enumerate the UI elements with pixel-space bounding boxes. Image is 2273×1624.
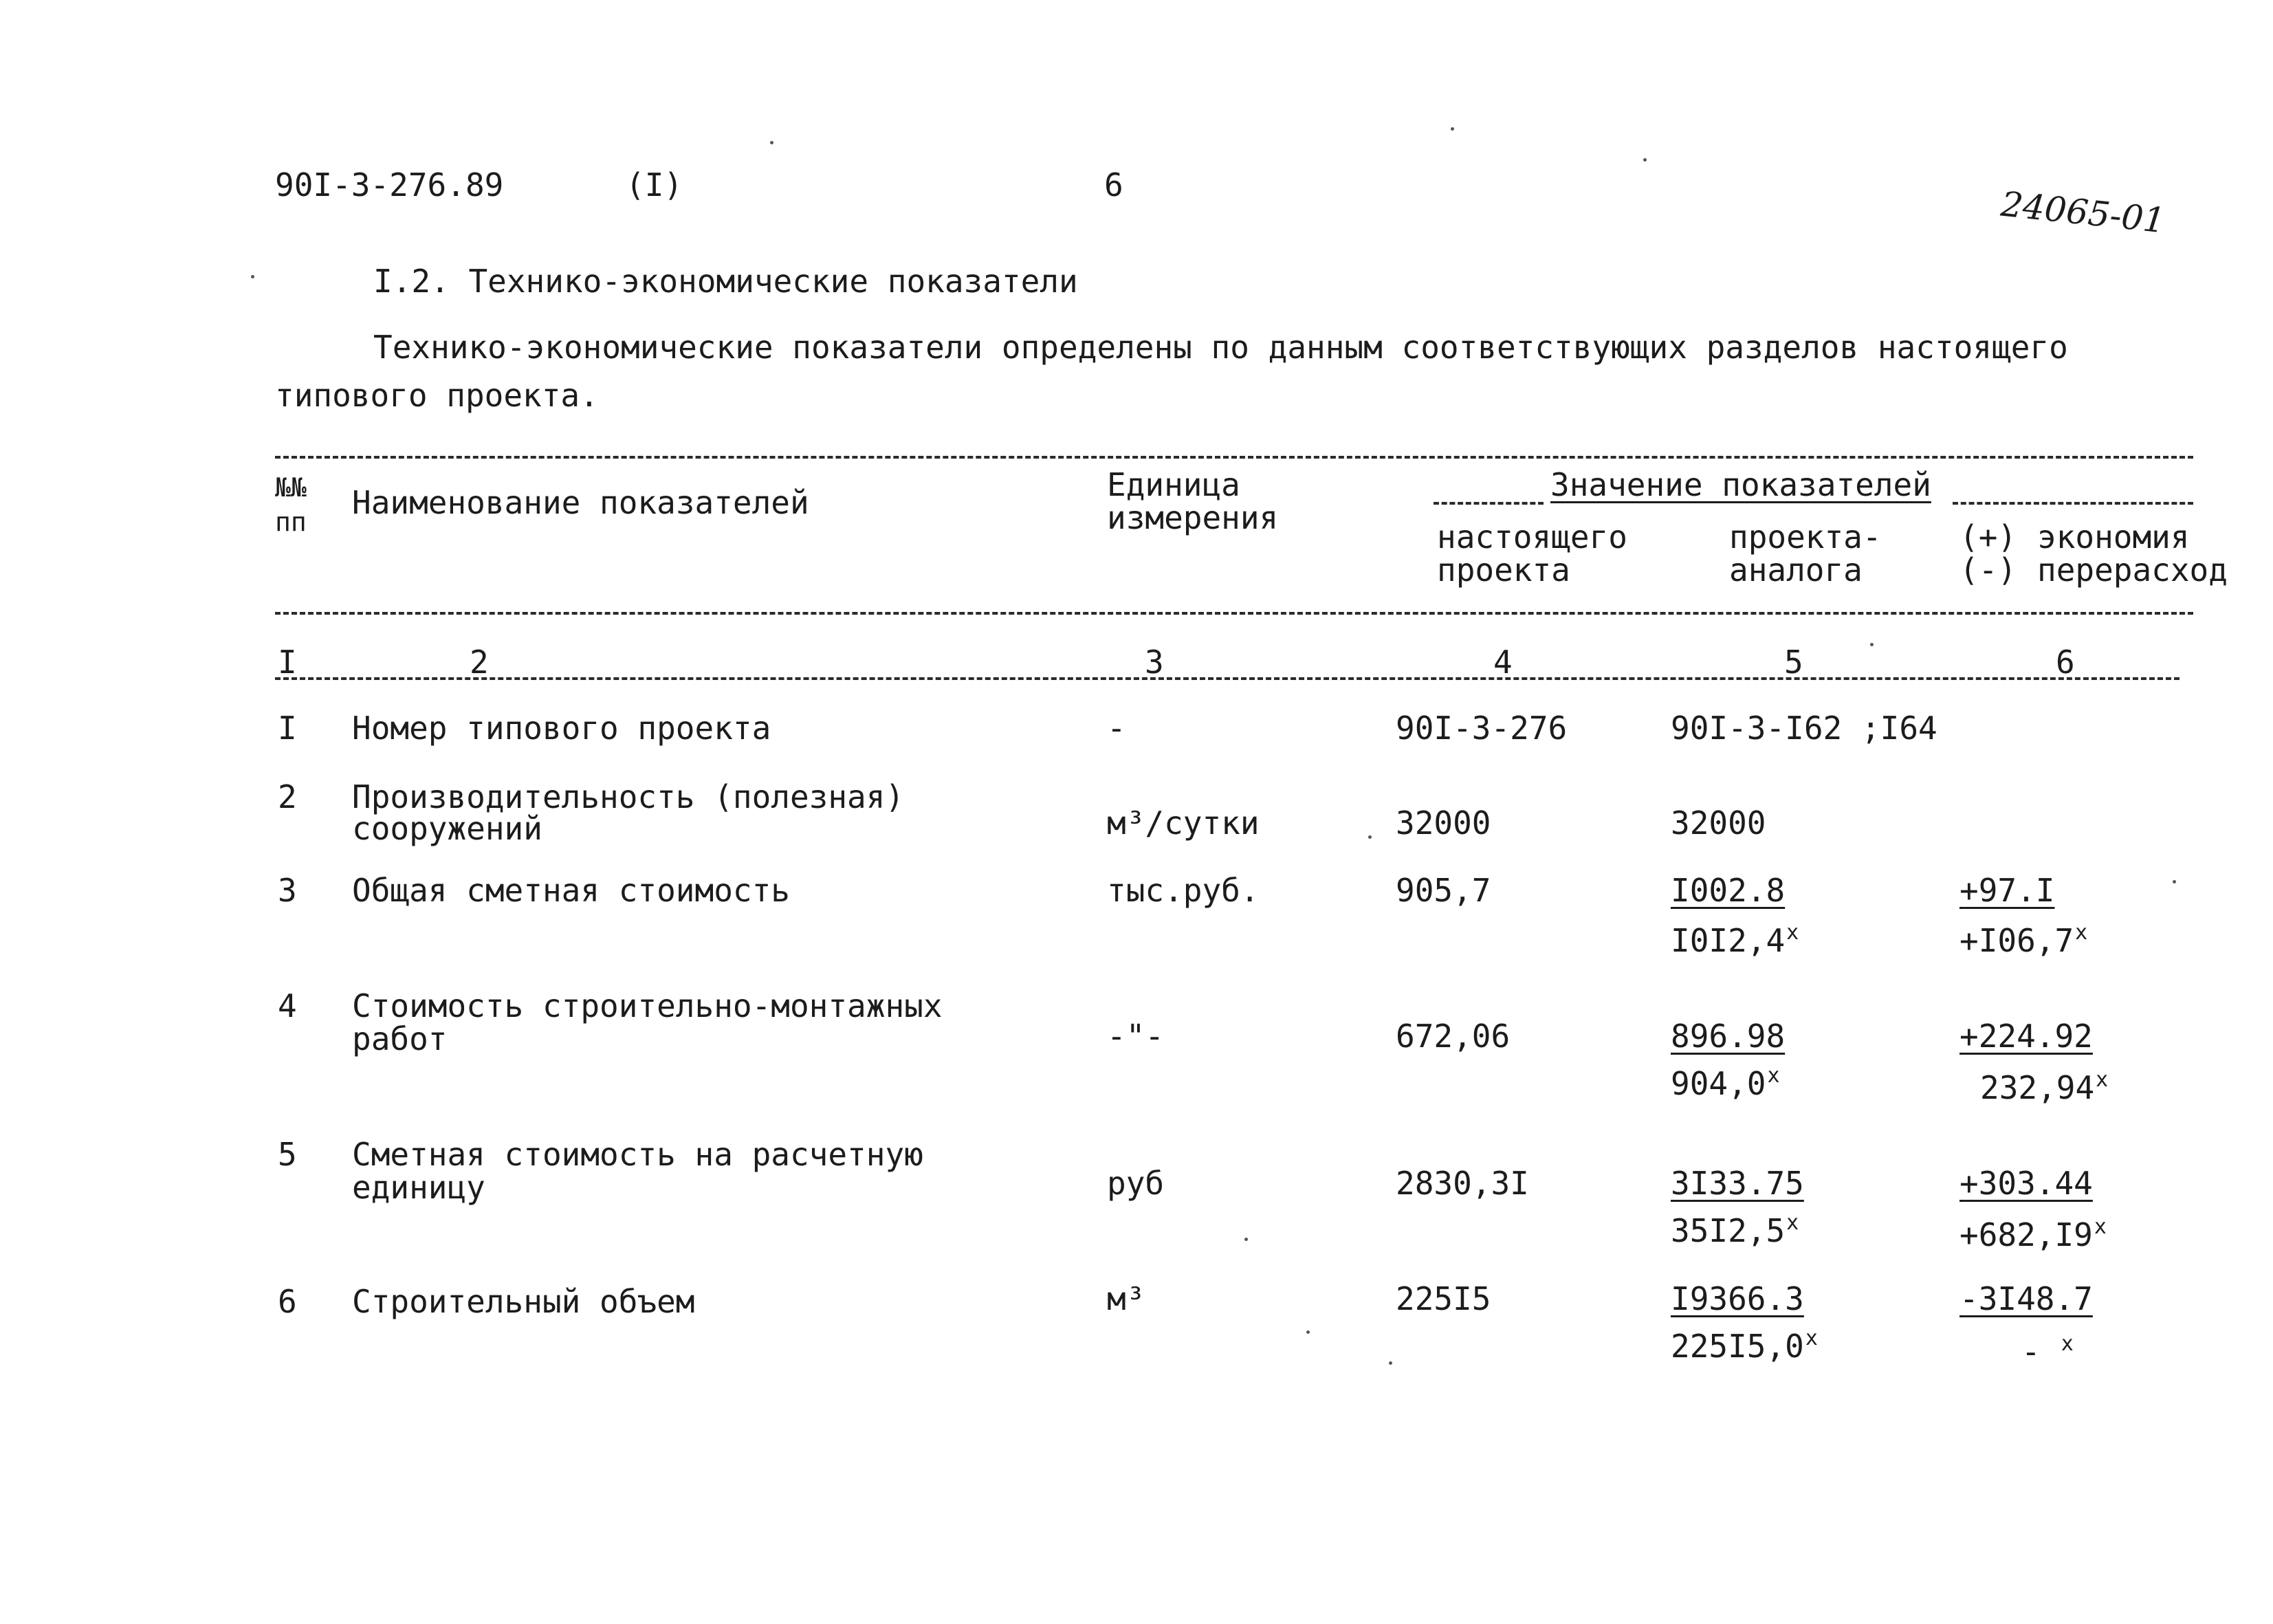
row-diff-note: - $^x$ — [2021, 1332, 2074, 1370]
row-analog-note: I0I2,4$^x$ — [1671, 921, 1799, 959]
row-unit: - — [1107, 710, 1126, 747]
row-name: Строительный объем — [352, 1283, 695, 1320]
header-diff-line1: экономия — [2037, 518, 2190, 556]
row-number: 5 — [278, 1136, 297, 1173]
row-analog-note: 225I5,0$^x$ — [1671, 1326, 1818, 1365]
handwritten-code: 24065-01 — [1999, 184, 2167, 241]
header-current-line1: настоящего — [1437, 518, 1627, 556]
row-analog: 90I-3-I62 ;I64 — [1671, 710, 1937, 747]
header-unit-line2: измерения — [1107, 499, 1279, 536]
row-current: 90I-3-276 — [1396, 710, 1568, 747]
header-num-line1: №№ — [275, 472, 307, 503]
row-unit: -"- — [1107, 1018, 1165, 1055]
document-part: (I) — [626, 166, 683, 204]
page-number: 6 — [1104, 166, 1123, 204]
column-number: I — [278, 644, 297, 681]
row-analog: 32000 — [1671, 804, 1766, 842]
column-number: 5 — [1784, 644, 1803, 681]
column-number: 4 — [1493, 644, 1513, 681]
header-diff-sign1: (+) — [1959, 518, 2017, 556]
header-diff-sign2: (-) — [1959, 551, 2017, 589]
row-unit: тыс.руб. — [1107, 872, 1260, 909]
row-diff: -3I48.7 — [1959, 1280, 2093, 1317]
row-current: 905,7 — [1396, 872, 1491, 909]
column-number: 6 — [2056, 644, 2075, 681]
intro-line-1: Технико-экономические показатели определены по данным соответствующих разделов настоящего — [373, 329, 2068, 366]
row-name-continued: единицу — [352, 1169, 485, 1206]
row-number: 2 — [278, 778, 297, 815]
row-number: 4 — [278, 987, 297, 1024]
table-top-rule — [275, 456, 2193, 459]
row-diff: +97.I — [1959, 872, 2055, 909]
row-number: 6 — [278, 1283, 297, 1320]
header-num-line2: пп — [275, 507, 307, 537]
row-analog: I9366.3 — [1671, 1280, 1804, 1317]
row-name: Сметная стоимость на расчетную — [352, 1136, 923, 1173]
row-diff-note: $+I06,7^x$ — [1959, 921, 2088, 959]
row-number: I — [278, 710, 297, 747]
row-name: Стоимость строительно-монтажных — [352, 987, 943, 1024]
header-current-line2: проекта — [1437, 551, 1570, 589]
document-code: 90I-3-276.89 — [275, 166, 504, 204]
row-diff: +303.44 — [1959, 1165, 2093, 1202]
header-unit-line1: Единица — [1107, 466, 1240, 503]
column-number: 3 — [1145, 644, 1164, 681]
row-name: Номер типового проекта — [352, 710, 771, 747]
row-name: Общая сметная стоимость — [352, 872, 790, 909]
intro-line-2: типового проекта. — [275, 377, 599, 414]
row-name: Производительность (полезная) — [352, 778, 905, 815]
row-diff-note: $+682,I9^x$ — [1959, 1215, 2107, 1253]
header-analog-line1: проекта- — [1729, 518, 1882, 556]
row-number: 3 — [278, 872, 297, 909]
row-name-continued: сооружений — [352, 810, 542, 847]
row-name-continued: работ — [352, 1020, 448, 1057]
row-unit: м³/сутки — [1107, 804, 1260, 842]
header-diff-line2: перерасход — [2037, 551, 2228, 589]
row-diff: +224.92 — [1959, 1018, 2093, 1055]
row-diff-note: 232,94$^x$ — [1980, 1068, 2109, 1106]
row-unit: руб — [1107, 1165, 1165, 1202]
row-analog-note: 904,0$^x$ — [1671, 1064, 1780, 1102]
header-name: Наименование показателей — [352, 484, 809, 521]
header-values-group: Значение показателей — [1550, 466, 1931, 503]
section-title: I.2. Технико-экономические показатели — [373, 263, 1078, 300]
row-analog: 3I33.75 — [1671, 1165, 1804, 1202]
row-analog-note: 35I2,5$^x$ — [1671, 1211, 1799, 1249]
row-analog: 896.98 — [1671, 1018, 1786, 1055]
row-current: 2830,3I — [1396, 1165, 1529, 1202]
header-bottom-rule — [275, 612, 2193, 615]
header-analog-line2: аналога — [1729, 551, 1863, 589]
column-number-rule — [275, 677, 2179, 680]
row-current: 225I5 — [1396, 1280, 1491, 1317]
row-current: 672,06 — [1396, 1018, 1511, 1055]
column-number: 2 — [470, 644, 489, 681]
row-current: 32000 — [1396, 804, 1491, 842]
row-analog: I002.8 — [1671, 872, 1786, 909]
row-unit: м³ — [1107, 1280, 1145, 1317]
